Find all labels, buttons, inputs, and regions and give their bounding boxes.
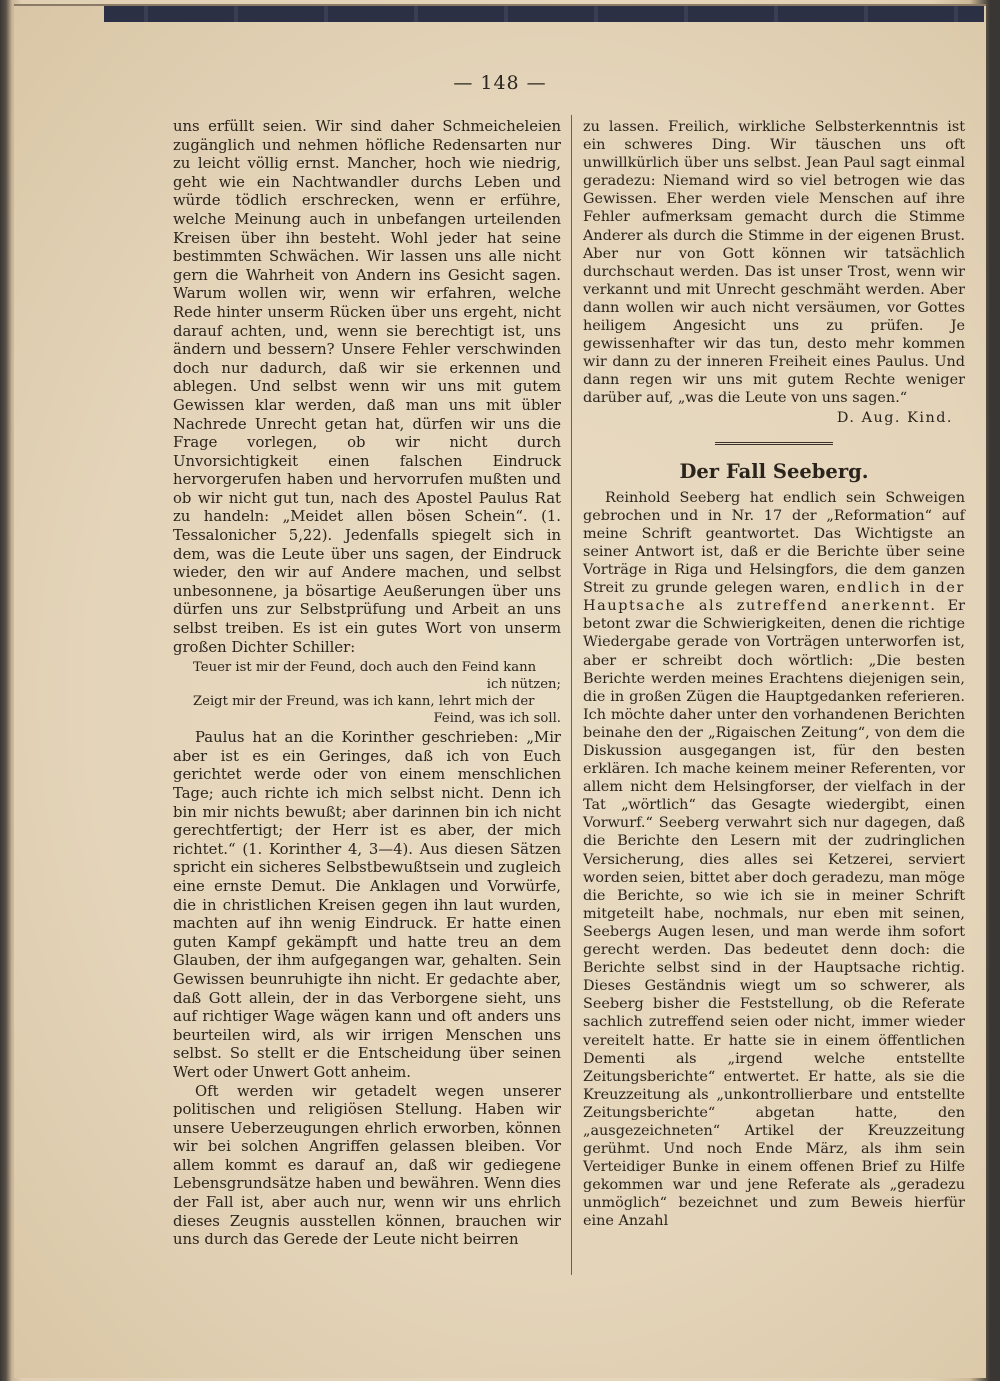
paragraph: Paulus hat an die Korinther geschrieben: „Mir aber ist es ein Geringes, daß ich von Euch gerichtet werde oder von einem menschlichen Tage; auch richte ich mich selbst nicht. Denn ich bin mir nichts bewußt; aber darinnen bin ich nicht gerechtfertigt; der Herr ist es aber, der mich richtet.“ (1. Korinther 4, 3—4). Aus diesen Sätzen spricht ein sicheres Selbstbewußtsein und zugleich eine ernste Demut. Die Anklagen und Vorwürfe, die in christlichen Kreisen gegen ihn laut wurden, machten auf ihn wenig Eindruck. Er hatte einen guten Kampf gekämpft und hatte treu an dem Glauben, der ihm aufgegangen war, gehalten. Sein Gewissen beunruhigte ihn nicht. Er gedachte aber, daß Gott allein, der in das Verborgene sieht, uns auf richtiger Wage wägen kann und oft anders uns beurteilen wird, als wir irrigen Menschen uns selbst. So stellt er die Entscheidung über seinen Wert oder Unwert Gott anheim. — [173, 729, 561, 1081]
book-top-edge — [104, 6, 984, 22]
author-signature: D. Aug. Kind. — [836, 409, 953, 426]
article-text: Reinhold Seeberg hat endlich sein Schweigen gebrochen und in Nr. 17 der „Reformation“ auf meine Schrift geantwortet. Das Wichtigste an seiner Antwort ist, daß er die Berichte über seine Vorträge in Riga und Helsingfors, die dem ganzen Streit zu grunde gelegen waren, — [583, 489, 965, 597]
left-column — [173, 118, 561, 1250]
article-title: Der Fall Seeberg. — [679, 459, 869, 483]
article-text: Er betont zwar die Schwierigkeiten, denen die richtige Wiedergabe gerade von Vorträgen unterworfen ist, aber er schreibt doch wörtlich: „Die besten Berichte werden meines Erachtens diejenigen sein, die in großen Zügen die Hauptgedanken referieren. Ich möchte daher unter den vorhandenen Berichten beinahe den der „Rigaischen Zeitung“, von dem die Diskussion ausgegangen ist, für den besten erklären. Ich mache keinem meiner Referenten, vor allem nicht dem Helsingforser, der vielfach in der Tat „wörtlich“ das Gesagte wiedergibt, einen Vorwurf.“ Seeberg verwahrt sich nur dagegen, daß die Berichte den Lesern mit der zudringlichen Versicherung, dies alles sei Ketzerei, serviert worden seien, bittet aber doch geradezu, man möge die Berichte, so wie ich sie in meiner Schrift mitgeteilt habe, nochmals, nur eben mit seinen, Seebergs Augen lesen, und man werde ihm sofort gerecht werden. Das bedeutet denn doch: die Berichte selbst sind in der Hauptsache richtig. Dieses Geständnis wiegt um so schwerer, als Seeberg bisher die Feststellung, ob die Referate sachlich zutreffend seien oder nicht, immer wieder vereitelt hatte. Er hatte sie in einem öffentlichen Dementi als „irgend welche entstellte Zeitungsberichte“ entwertet. Er hatte, als sie die Kreuzzeitung als „unkontrollierbare und entstellte Zeitungsberichte“ abgetan hatte, den „ausgezeichneten“ Artikel der Kreuzzeitung gerühmt. Und noch Ende März, als ihm sein Verteidiger Bunke in einem offenen Brief zu Hilfe gekommen war und jene Referate als „geradezu unmöglich“ bezeichnet und zum Beweis hierfür eine Anzahl — [583, 598, 965, 1230]
verse-quote — [193, 659, 561, 727]
emphasized-text: endlich in der Hauptsache als zutreffend anerkennt. — [583, 580, 965, 615]
article-paragraph — [583, 489, 965, 1231]
column-rule — [571, 115, 572, 1275]
verse-line: Zeigt mir der Freund, was ich kann, lehrt mich der — [193, 694, 535, 710]
right-column — [583, 118, 965, 1231]
paragraph: uns erfüllt seien. Wir sind daher Schmeicheleien zugänglich und nehmen höfliche Redensarten nur zu leicht völlig ernst. Mancher, hoch wie niedrig, geht wie ein Nachtwandler durchs Leben und würde tödlich erschrecken, wenn er erführe, welche Meinung auch in unbefangen urteilenden Kreisen über ihn besteht. Wohl jeder hat seine bestimmten Schwächen. Wir lassen uns alle nicht gern die Wahrheit von Andern ins Gesicht sagen. Warum wollen wir, wenn wir erfahren, welche Rede hinter unserm Rücken über uns ergeht, nicht darauf achten, und, wenn sie berechtigt ist, uns ändern und bessern? Unsere Fehler verschwinden doch nur dadurch, daß wir sie erkennen und ablegen. Und selbst wenn wir uns mit gutem Gewissen klar werden, daß man uns mit übler Nachrede Unrecht getan hat, dürfen wir uns die Frage vorlegen, ob wir nicht durch Unvorsichtigkeit einen falschen Eindruck hervorgerufen haben und hervorrufen mußten und ob wir nicht gut tun, nach des Apostel Paulus Rat zu handeln: „Meidet allen bösen Schein“. (1. Tessalonicher 5,22). Jedenfalls spiegelt sich in dem, was die Leute über uns sagen, der Eindruck wieder, den wir auf Andere machen, und selbst unbesonnene, ja bösartige Aeußerungen über uns dürfen uns zur Selbstprüfung und Arbeit an uns selbst treiben. Es ist ein gutes Wort von unserm großen Dichter Schiller: — [173, 118, 561, 656]
paragraph: zu lassen. Freilich, wirkliche Selbsterkenntnis ist ein schweres Ding. Wir täuschen uns oft unwillkürlich über uns selbst. Jean Paul sagt einmal geradezu: Niemand wird so viel betrogen wie das Gewissen. Eher werden viele Menschen auf ihre Fehler aufmerksam gemacht durch die Stimme Anderer als durch die Stimme in der eigenen Brust. Aber nur von Gott können wir tatsächlich durchschaut werden. Das ist unser Trost, wenn wir verkannt und mit Unrecht geschmäht werden. Aber dann wollen wir auch nicht versäumen, vor Gottes heiligem Angesicht uns zu prüfen. Je gewissenhafter wir das tun, desto mehr kommen wir dann zu der inneren Freiheit eines Paulus. Und dann regen wir uns mit gutem Rechte weniger darüber auf, „was die Leute von uns sagen.“ — [583, 119, 965, 407]
verse-line-continuation: Feind, was ich soll. — [433, 711, 561, 727]
verse-line-continuation: ich nützen; — [486, 677, 561, 693]
paragraph: Oft werden wir getadelt wegen unserer politischen und religiösen Stellung. Haben wir unsere Ueberzeugungen ehrlich erworben, können wir bei solchen Angriffen gelassen bleiben. Vor allem kommt es darauf an, daß wir gediegene Lebensgrundsätze haben und bewähren. Wenn dies der Fall ist, aber auch nur, wenn wir uns ehrlich dieses Zeugnis ausstellen können, brauchen wir uns durch das Gerede der Leute nicht beirren — [173, 1082, 561, 1249]
section-divider — [583, 435, 965, 453]
page-number: — 148 — — [453, 72, 547, 94]
verse-line: Teuer ist mir der Feund, doch auch den Feind kann — [193, 660, 537, 676]
